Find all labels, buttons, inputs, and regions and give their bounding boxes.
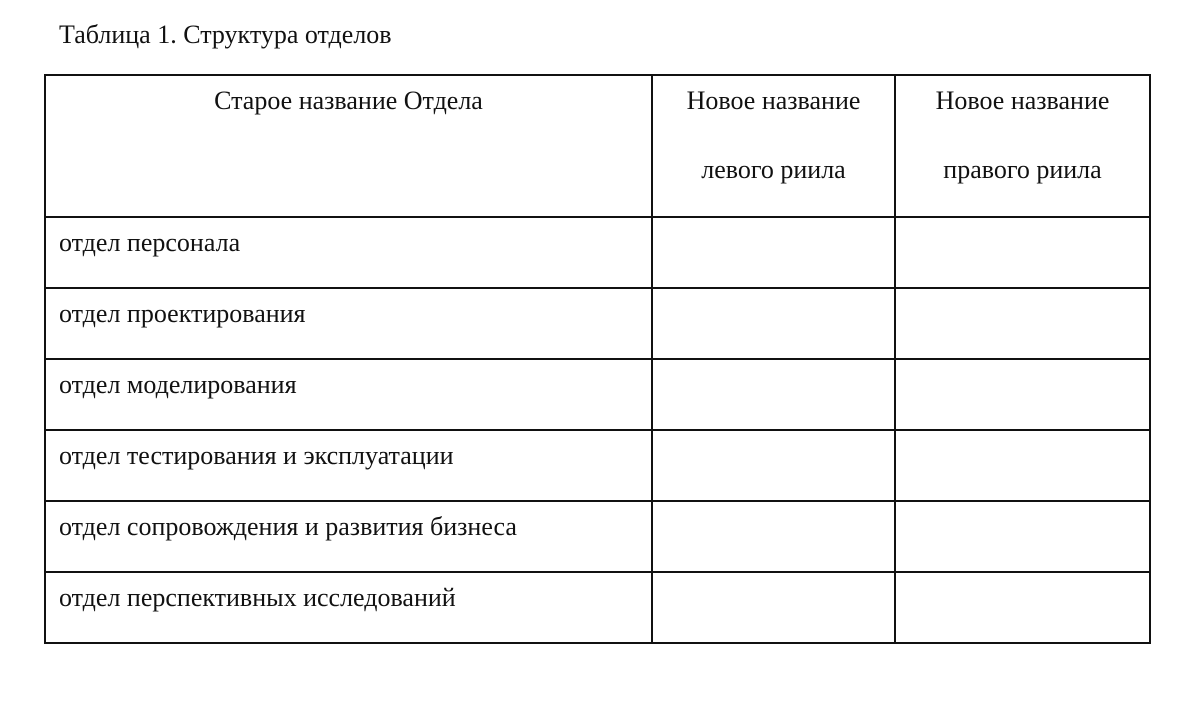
header-old-name-label: Старое название Отдела [214,86,483,115]
table-header-row [45,75,1150,217]
new-left-text [653,218,894,228]
old-name-text: отдел сопровождения и развития бизнеса [59,512,517,541]
new-right-text [896,573,1149,583]
old-name-text: отдел перспективных исследований [59,583,456,612]
header-new-name-right [895,75,1150,217]
old-name-text: отдел проектирования [59,299,306,328]
new-right-cell [895,430,1150,501]
new-left-cell [652,430,895,501]
table-caption: Таблица 1. Структура отделов [59,20,392,49]
old-name-text: отдел персонала [59,228,241,257]
table-row [45,217,1150,288]
new-left-cell [652,572,895,643]
header-new-name-left-line1: Новое название [686,86,861,115]
departments-table [44,74,1151,644]
table-row [45,430,1150,501]
new-right-cell [895,288,1150,359]
old-name-cell [45,572,652,643]
table-row [45,288,1150,359]
new-left-cell [652,217,895,288]
new-right-cell [895,572,1150,643]
new-right-cell [895,359,1150,430]
new-right-text [896,502,1149,512]
new-left-cell [652,501,895,572]
new-right-cell [895,217,1150,288]
new-right-text [896,289,1149,299]
old-name-cell [45,430,652,501]
new-right-text [896,360,1149,370]
header-old-name [45,75,652,217]
old-name-text: отдел моделирования [59,370,297,399]
old-name-cell [45,288,652,359]
old-name-cell [45,501,652,572]
new-left-text [653,289,894,299]
table-row [45,501,1150,572]
new-right-cell [895,501,1150,572]
new-right-text [896,431,1149,441]
old-name-text: отдел тестирования и эксплуатации [59,441,454,470]
new-left-text [653,360,894,370]
header-new-name-right-line2: правого риила [943,155,1102,184]
old-name-cell [45,359,652,430]
new-left-text [653,431,894,441]
new-left-text [653,502,894,512]
header-new-name-left [652,75,895,217]
new-right-text [896,218,1149,228]
new-left-text [653,573,894,583]
header-new-name-left-line2: левого риила [701,155,846,184]
new-left-cell [652,288,895,359]
header-new-name-right-line1: Новое название [935,86,1110,115]
new-left-cell [652,359,895,430]
table-row [45,572,1150,643]
table-row [45,359,1150,430]
old-name-cell [45,217,652,288]
